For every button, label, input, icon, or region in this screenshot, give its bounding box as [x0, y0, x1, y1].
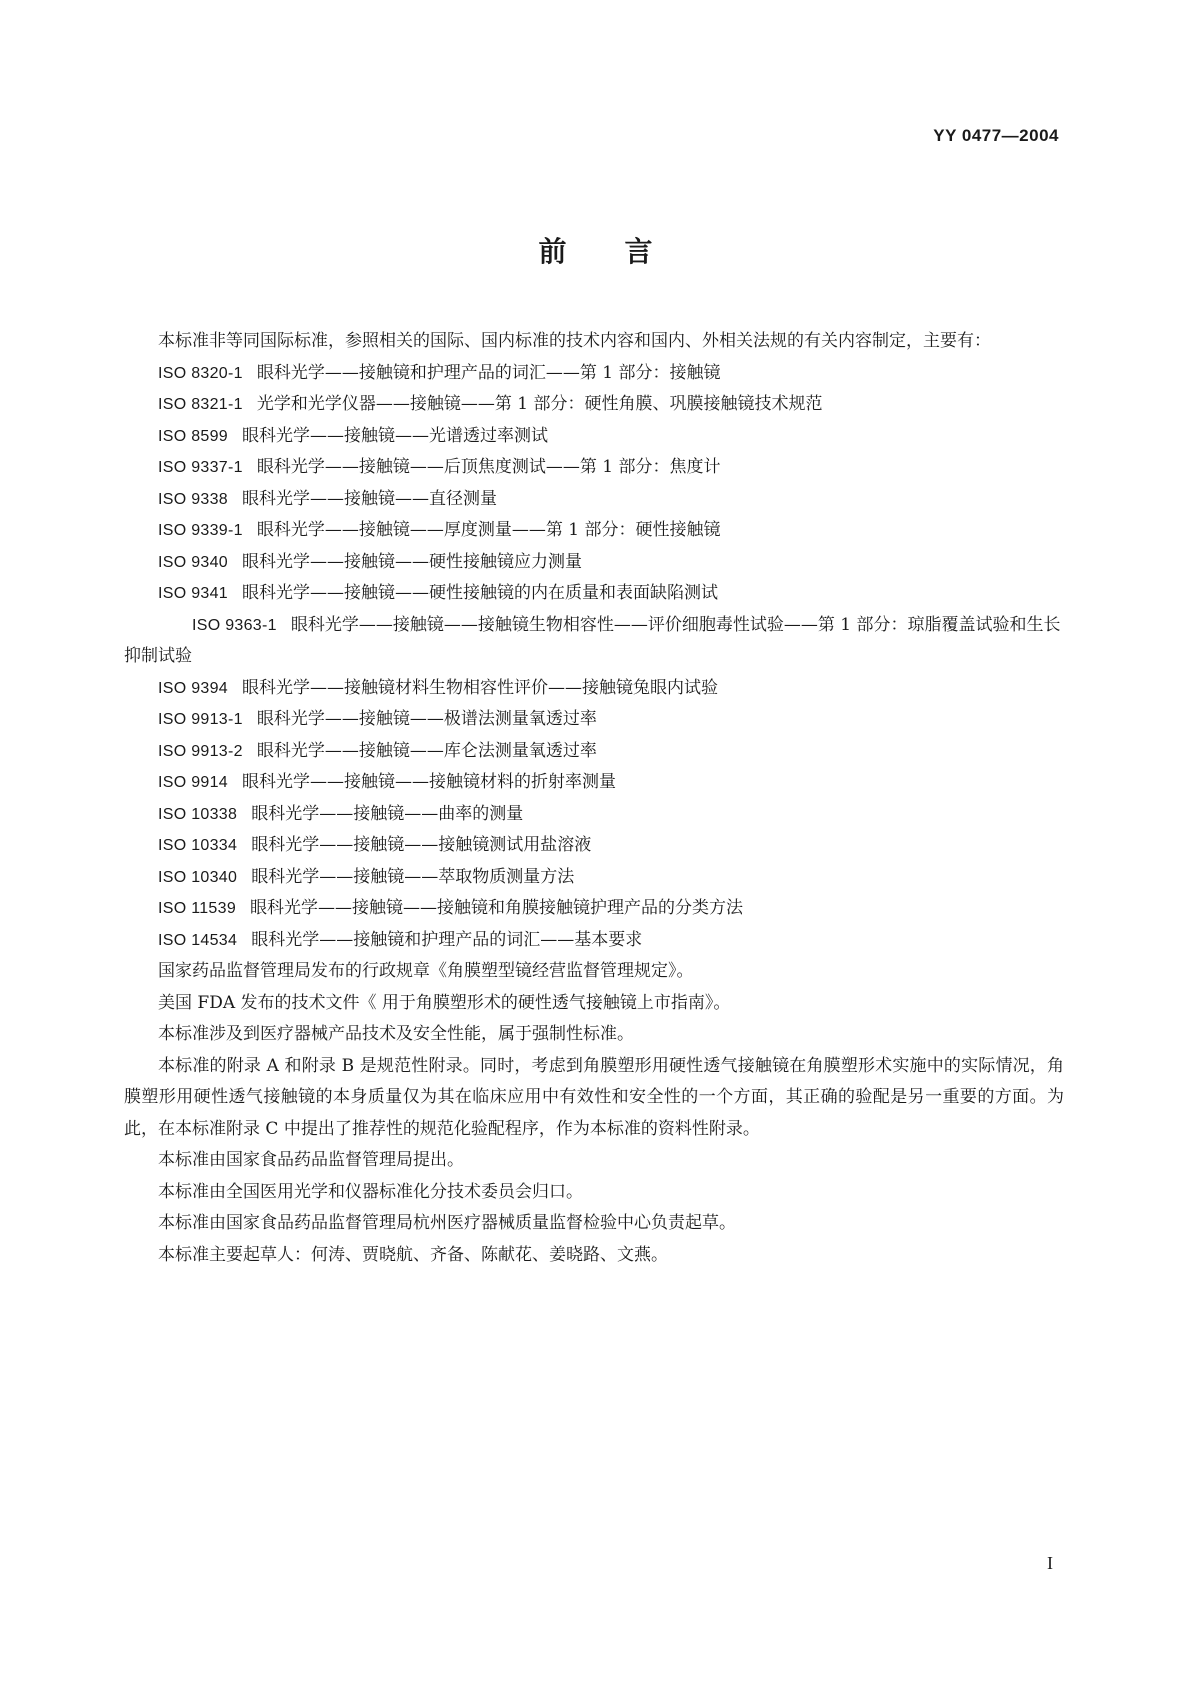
reference-code: ISO 8599 — [158, 427, 229, 445]
body-paragraph: 国家药品监督管理局发布的行政规章《角膜塑型镜经营监督管理规定》。 — [158, 961, 694, 981]
body-paragraph: 本标准由国家食品药品监督管理局杭州医疗器械质量监督检验中心负责起草。 — [158, 1213, 736, 1233]
reference-item — [124, 704, 1064, 736]
reference-title: 眼科光学——接触镜和护理产品的词汇——第 1 部分：接触镜 — [256, 362, 721, 383]
reference-code: ISO 9913-1 — [158, 711, 243, 728]
reference-title: 眼科光学——接触镜——接触镜测试用盐溶液 — [251, 835, 592, 855]
body-paragraph: 本标准的附录 A 和附录 B 是规范性附录。同时，考虑到角膜塑形用硬性透气接触镜在角膜塑形术实施中的实际情况，角膜塑形用硬性透气接触镜的本身质量仅为其在临床应用中有效性和安全性的一个方面，其正确的验配是另一重要的方面。为此，在本标准附录 C 中提出了推荐性的规范化验配程序，作为本标准的资料性附录。 — [124, 1055, 1064, 1139]
reference-item — [124, 830, 1064, 862]
reference-code: ISO 9341 — [158, 585, 229, 602]
reference-code: ISO 9338 — [158, 490, 229, 508]
reference-code: ISO 9914 — [158, 774, 229, 791]
reference-code: ISO 9340 — [158, 553, 229, 571]
reference-item — [124, 578, 1064, 610]
reference-code: ISO 9913-2 — [158, 742, 243, 760]
reference-code: ISO 8320-1 — [158, 364, 243, 382]
reference-code: ISO 10338 — [158, 805, 238, 823]
reference-code: ISO 9363-1 — [192, 616, 277, 634]
title-char-1: 前 — [538, 235, 567, 268]
reference-code: ISO 10334 — [158, 837, 238, 854]
reference-item — [124, 547, 1064, 579]
body-paragraph: 本标准主要起草人：何涛、贾晓航、齐备、陈献花、姜晓路、文燕。 — [158, 1244, 668, 1265]
reference-code: ISO 8321-1 — [158, 396, 243, 413]
body-paragraph: 本标准涉及到医疗器械产品技术及安全性能，属于强制性标准。 — [158, 1024, 634, 1044]
reference-title: 眼科光学——接触镜——直径测量 — [242, 488, 498, 509]
reference-title: 眼科光学——接触镜——库仑法测量氧透过率 — [256, 740, 597, 761]
reference-item — [124, 799, 1064, 831]
reference-title: 眼科光学——接触镜——萃取物质测量方法 — [251, 866, 575, 887]
reference-item — [124, 389, 1064, 421]
reference-code: ISO 10340 — [158, 868, 238, 886]
reference-title: 眼科光学——接触镜——曲率的测量 — [251, 803, 524, 824]
body-paragraph: 本标准由全国医用光学和仪器标准化分技术委员会归口。 — [158, 1181, 583, 1202]
title-char-2: 言 — [624, 235, 653, 268]
reference-title: 眼科光学——接触镜——极谱法测量氧透过率 — [256, 709, 597, 729]
reference-title: 眼科光学——接触镜——接触镜生物相容性——评价细胞毒性试验——第 1 部分：琼脂覆盖试验和生长抑制试验 — [124, 614, 1061, 666]
reference-title: 眼科光学——接触镜和护理产品的词汇——基本要求 — [251, 929, 643, 950]
reference-item — [124, 925, 1064, 957]
reference-title: 光学和光学仪器——接触镜——第 1 部分：硬性角膜、巩膜接触镜技术规范 — [256, 394, 823, 414]
reference-code: ISO 14534 — [158, 931, 238, 949]
reference-item — [124, 736, 1064, 768]
reference-item — [124, 862, 1064, 894]
reference-item — [124, 421, 1064, 453]
standard-code: YY 0477—2004 — [933, 126, 1059, 145]
page-title — [0, 230, 1191, 270]
reference-item — [124, 610, 1064, 673]
page-number: I — [1047, 1553, 1053, 1573]
reference-item — [124, 515, 1064, 547]
reference-code: ISO 9337-1 — [158, 459, 243, 476]
reference-code: ISO 9339-1 — [158, 522, 243, 539]
reference-item — [124, 358, 1064, 390]
reference-title: 眼科光学——接触镜——光谱透过率测试 — [242, 425, 549, 446]
reference-item — [124, 673, 1064, 705]
reference-title: 眼科光学——接触镜——后顶焦度测试——第 1 部分：焦度计 — [256, 457, 721, 477]
reference-code: ISO 9394 — [158, 679, 229, 697]
body-paragraph: 美国 FDA 发布的技术文件《 用于角膜塑形术的硬性透气接触镜上市指南》。 — [158, 992, 731, 1013]
reference-item — [124, 452, 1064, 484]
reference-title: 眼科光学——接触镜——硬性接触镜应力测量 — [242, 551, 583, 572]
reference-code: ISO 11539 — [158, 900, 237, 917]
intro-paragraph: 本标准非等同国际标准，参照相关的国际、国内标准的技术内容和国内、外相关法规的有关内容制定，主要有： — [158, 331, 991, 351]
reference-title: 眼科光学——接触镜——接触镜和角膜接触镜护理产品的分类方法 — [250, 898, 744, 918]
reference-item — [124, 484, 1064, 516]
reference-item — [124, 893, 1064, 925]
reference-title: 眼科光学——接触镜材料生物相容性评价——接触镜兔眼内试验 — [242, 677, 719, 698]
document-body — [124, 326, 1064, 1271]
body-paragraph: 本标准由国家食品药品监督管理局提出。 — [158, 1150, 464, 1170]
reference-item — [124, 767, 1064, 799]
reference-title: 眼科光学——接触镜——厚度测量——第 1 部分：硬性接触镜 — [256, 520, 721, 540]
reference-title: 眼科光学——接触镜——接触镜材料的折射率测量 — [242, 772, 617, 792]
reference-title: 眼科光学——接触镜——硬性接触镜的内在质量和表面缺陷测试 — [242, 583, 719, 603]
